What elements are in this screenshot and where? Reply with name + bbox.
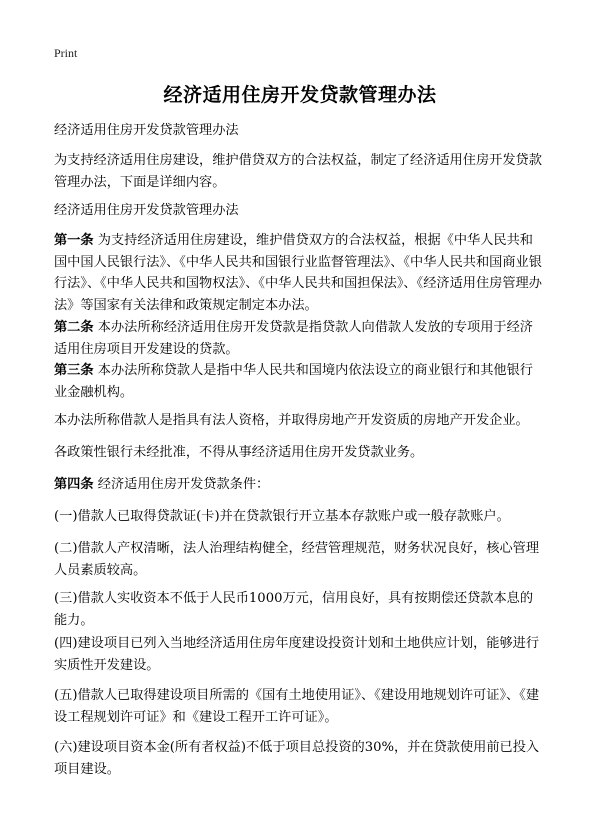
article-2-text: 本办法所称经济适用住房开发贷款是指贷款人向借款人发放的专项用于经济适用住房项目开发建设的贷款。 <box>54 320 533 357</box>
print-label: Print <box>54 46 78 60</box>
article-1-text: 为支持经济适用住房建设，维护借贷双方的合法权益，根据《中华人民共和国中国人民银行法》、《中华人民共和国银行业监督管理法》、《中华人民共和国商业银行法》、《中华人民共和国物权法》、《中华人民共和国担保法》、《经济适用住房管理办法》等国家有关法律和政策规定制定本办法。 <box>54 233 542 313</box>
article-3 <box>54 360 546 403</box>
article-2 <box>54 317 546 360</box>
condition-5: (五)借款人已取得建设项目所需的《国有土地使用证》、《建设用地规划许可证》、《建设工程规划许可证》和《建设工程开工许可证》。 <box>54 688 540 725</box>
article-4 <box>54 474 546 496</box>
condition-1: (一)借款人已取得贷款证(卡)并在贷款银行开立基本存款账户或一般存款账户。 <box>54 509 510 524</box>
article-4-label: 第四条 <box>54 477 94 492</box>
condition-6: (六)建设项目资本金(所有者权益)不低于项目总投资的30%，并在贷款使用前已投入项目建设。 <box>54 740 540 777</box>
document-subtitle-2: 经济适用住房开发贷款管理办法 <box>54 203 239 218</box>
borrower-paragraph: 本办法所称借款人是指具有法人资格，并取得房地产开发资质的房地产开发企业。 <box>54 413 529 428</box>
policy-bank-paragraph: 各政策性银行未经批准，不得从事经济适用住房开发贷款业务。 <box>54 445 424 460</box>
document-subtitle: 经济适用住房开发贷款管理办法 <box>54 123 239 138</box>
article-2-label: 第二条 <box>54 320 94 335</box>
article-1-label: 第一条 <box>54 233 94 248</box>
condition-4: (四)建设项目已列入当地经济适用住房年度建设投资计划和土地供应计划，能够进行实质性开发建设。 <box>54 636 540 673</box>
article-3-text: 本办法所称贷款人是指中华人民共和国境内依法设立的商业银行和其他银行业金融机构。 <box>54 363 533 400</box>
document-title: 经济适用住房开发贷款管理办法 <box>163 84 437 106</box>
condition-3: (三)借款人实收资本不低于人民币1000万元，信用良好，具有按期偿还贷款本息的能力。 <box>54 591 534 628</box>
condition-2: (二)借款人产权清晰，法人治理结构健全，经营管理规范，财务状况良好，核心管理人员素质较高。 <box>54 541 540 578</box>
article-3-label: 第三条 <box>54 363 94 378</box>
article-1 <box>54 230 546 316</box>
intro-paragraph: 为支持经济适用住房建设，维护借贷双方的合法权益，制定了经济适用住房开发贷款管理办法，下面是详细内容。 <box>54 153 542 190</box>
article-4-text: 经济适用住房开发贷款条件： <box>93 477 270 492</box>
